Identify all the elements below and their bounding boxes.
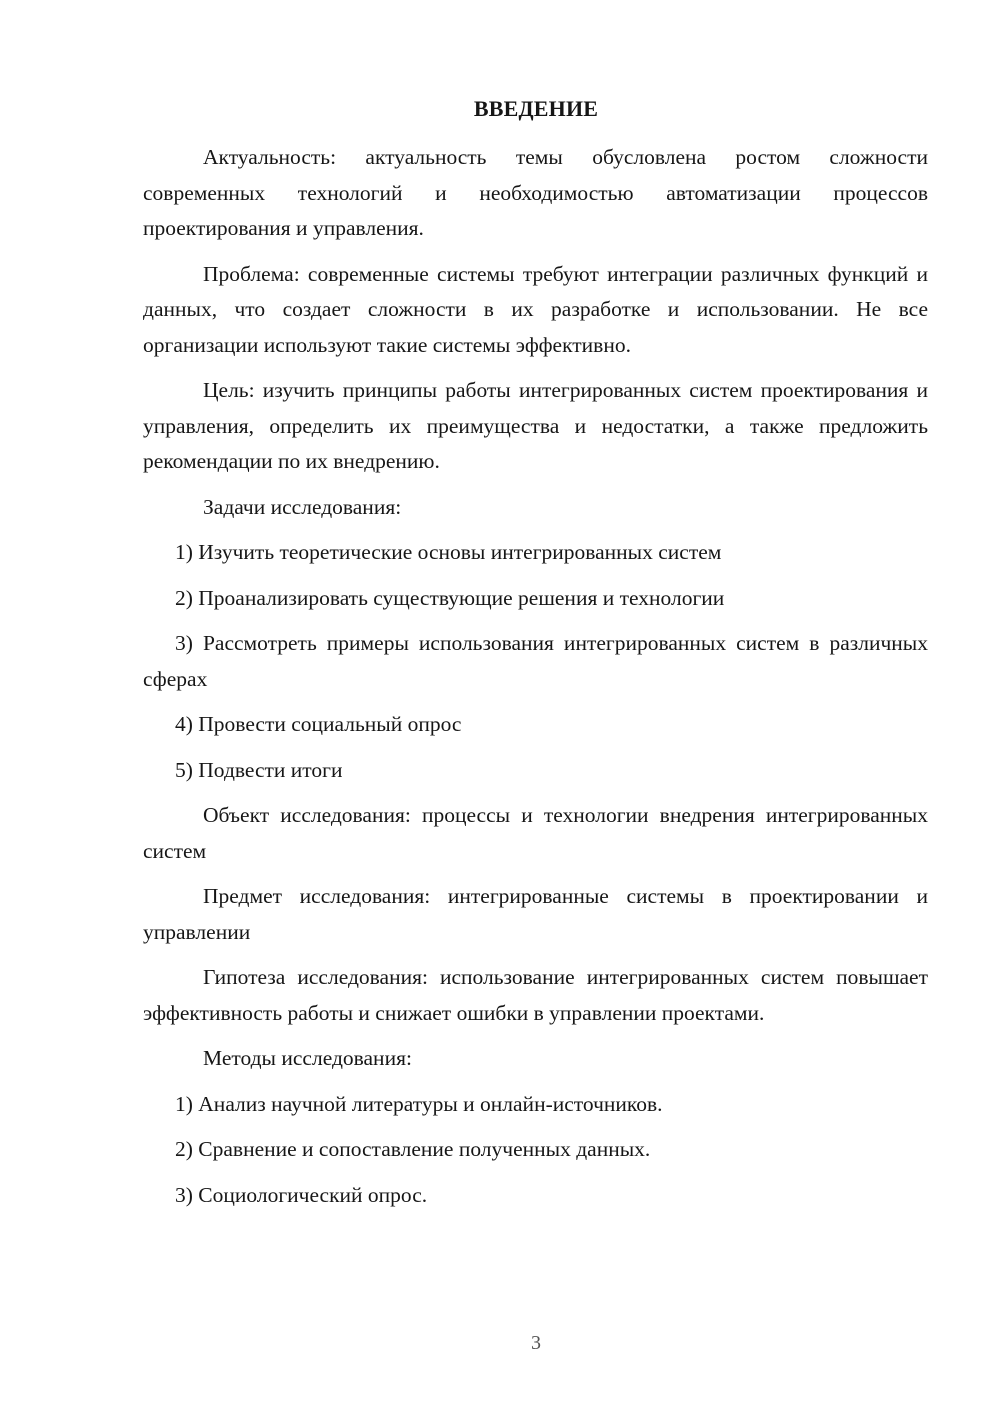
relevance-paragraph: Актуальность: актуальность темы обусловлена ростом сложности современных технологий и необходимостью автоматизации процессов проектирования и управления. bbox=[143, 145, 928, 240]
methods-heading: Методы исследования: bbox=[203, 1046, 412, 1070]
goal-paragraph: Цель: изучить принципы работы интегрированных систем проектирования и управления, определить их преимущества и недостатки, а также предложить рекомендации по их внедрению. bbox=[143, 378, 928, 473]
task-item-1: 1) Изучить теоретические основы интегрированных систем bbox=[175, 540, 722, 564]
method-item-1: 1) Анализ научной литературы и онлайн-источников. bbox=[175, 1091, 663, 1116]
problem-paragraph: Проблема: современные системы требуют интеграции различных функций и данных, что создает сложности в их разработке и использовании. Не все организации используют такие системы эффективно. bbox=[143, 261, 928, 357]
task-item-2: 2) Проанализировать существующие решения и технологии bbox=[175, 585, 725, 610]
hypothesis-paragraph: Гипотеза исследования: использование интегрированных систем повышает эффективность работы и снижает ошибки в управлении проектами. bbox=[143, 965, 928, 1025]
method-item-2: 2) Сравнение и сопоставление полученных данных. bbox=[175, 1137, 651, 1161]
page-title: ВВЕДЕНИЕ bbox=[473, 96, 599, 121]
method-item-3: 3) Социологический опрос. bbox=[175, 1182, 428, 1207]
task-item-4: 4) Провести социальный опрос bbox=[175, 712, 462, 736]
page-number: 3 bbox=[531, 1332, 541, 1354]
object-paragraph: Объект исследования: процессы и технологии внедрения интегрированных систем bbox=[143, 803, 928, 863]
task-item-3: 3) Рассмотреть примеры использования интегрированных систем в различных сферах bbox=[143, 631, 928, 691]
subject-paragraph: Предмет исследования: интегрированные системы в проектировании и управлении bbox=[143, 884, 928, 944]
task-item-5: 5) Подвести итоги bbox=[175, 757, 343, 782]
tasks-heading: Задачи исследования: bbox=[203, 494, 402, 519]
document-body bbox=[143, 140, 928, 1223]
